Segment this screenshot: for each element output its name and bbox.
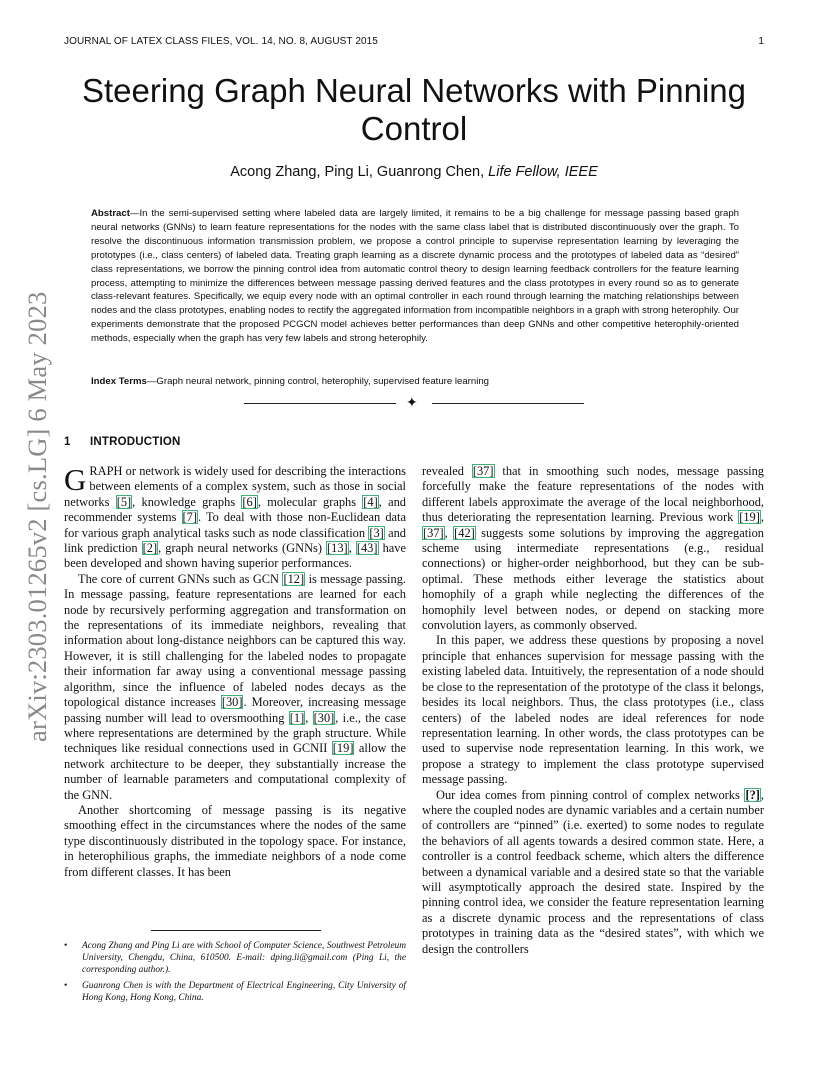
text-run: . Moreover, increasing message passing number will lead to oversmoothing: [64, 695, 406, 725]
index-terms-text: —Graph neural network, pinning control, heterophily, supervised feature learning: [146, 376, 490, 387]
citation-link[interactable]: [7]: [182, 510, 197, 525]
footnote-list: [64, 940, 406, 1004]
page-number: 1: [758, 36, 764, 47]
section-number: 1: [64, 436, 71, 448]
citation-link[interactable]: [13]: [327, 541, 348, 556]
right-column: [422, 464, 764, 957]
left-column: [64, 464, 406, 880]
paragraph: [64, 464, 406, 572]
citation-link[interactable]: [12]: [283, 571, 305, 586]
divider-line-right: [432, 403, 584, 404]
journal-line: JOURNAL OF LATEX CLASS FILES, VOL. 14, NO. 8, AUGUST 2015: [64, 36, 378, 47]
section-title: INTRODUCTION: [90, 436, 181, 448]
text-run: is message passing. In message passing, feature representations are learned for each node by recursively performing aggregation and transformation on the representations of its immediate neighbors, revealing that information about long-distance neighbors can be captured this way. However, it is still challenging for the labeled nodes to propagate their information far away using a conventional message passing algorithm, since the influence of labeled nodes decays as the topological distance increases: [64, 571, 406, 710]
text-run: Another shortcoming of message passing is its negative smoothing effect in the circumstances where the nodes of the same type discontinuously distributed in the topology space. For instance, in heterophilious graphs, the immediate neighbors of a node come from different classes. It has been: [64, 802, 406, 879]
index-terms: [91, 375, 739, 389]
arxiv-watermark: arXiv:2303.01265v2 [cs.LG] 6 May 2023: [22, 291, 52, 742]
citation-link[interactable]: [19]: [739, 510, 760, 525]
paragraph: [64, 803, 406, 880]
abstract-label: Abstract: [91, 208, 130, 219]
small-caps-word: RAPH: [89, 464, 123, 478]
divider-line-left: [244, 403, 396, 404]
text-run: , knowledge graphs: [132, 494, 242, 509]
citation-link[interactable]: [5]: [116, 494, 132, 509]
citation-link[interactable]: [42]: [454, 525, 475, 540]
text-run: have been developed and shown having superior performances.: [64, 541, 406, 571]
text-run: that in smoothing such nodes, message passing forcefully make the feature representations of the nodes with different labels approximate the average of the local neighborhood, thus deteriorating the representation learning. Previous work: [422, 464, 765, 525]
text-run: , i.e., the case where representations are determined by the graph structure. While techniques like residual connections used in GCNII: [64, 710, 406, 756]
footnote-rule: [151, 930, 321, 931]
citation-link[interactable]: [30]: [221, 695, 243, 710]
author-line: [64, 164, 764, 180]
text-run: suggests some solutions by improving the aggregation scheme using intermediate representations (e.g., residual connections) or higher-order neighborhood, but they can be sub-optimal. These methods either leverage the statistics about homophily of a graph while neglecting the differences of the homophily level between nodes, or depend on stacking more convolution layers, as commonly observed.: [422, 525, 764, 633]
citation-link[interactable]: [3]: [369, 525, 384, 540]
author-names: Acong Zhang, Ping Li, Guanrong Chen,: [230, 164, 485, 180]
text-run: . To deal with those non-Euclidean data for various graph analytical tasks such as node classification: [64, 510, 406, 540]
citation-link[interactable]: [6]: [242, 494, 257, 509]
abstract: [91, 207, 739, 346]
text-run: , and recommender systems: [64, 494, 406, 525]
text-run: or network is widely used for describing the interactions between elements of a complex system, such as those in social networks: [64, 464, 406, 509]
footnote-item: • Acong Zhang and Ping Li are with School of Computer Science, Southwest Petroleum University, Chengdu, China, 610500. E-mail: dping.li@gmail.com (Ping Li, the corresponding author.).: [82, 940, 406, 976]
citation-link[interactable]: [37]: [423, 525, 444, 540]
citation-link[interactable]: [2]: [142, 541, 158, 556]
paragraph: [422, 633, 764, 787]
index-terms-label: Index Terms: [91, 376, 147, 387]
drop-cap: G: [64, 462, 87, 497]
text-run: ,: [348, 541, 356, 556]
paragraph: [64, 572, 406, 803]
divider-star-icon: ✦: [406, 395, 418, 411]
text-run: , molecular graphs: [257, 494, 363, 509]
citation-link[interactable]: [37]: [472, 464, 494, 478]
paper-title: Steering Graph Neural Networks with Pinning Control: [82, 72, 746, 147]
citation-link[interactable]: [19]: [332, 741, 354, 756]
text-run: The core of current GNNs such as GCN: [78, 571, 283, 586]
text-run: In this paper, we address these questions by proposing a novel principle that enhances supervision for message passing with the existing labeled data. Intuitively, the representation of a node should be close to the representation of the prototype of the class it belongs, besides its local neighbors. Thus, the class prototypes (i.e., class centers) of the labeled nodes are ideal references for node representation learning. In other words, the class prototypes can be used to supervise node representation learning. In this work, we propose a strategy to implement the class prototype supervised message passing.: [422, 633, 764, 787]
text-run: , where the coupled nodes are dynamic variables and a certain number of controllers are “pinned” (i.e. exerted) to some nodes to regulate the behaviors of all agents towards a desired common state. Here, a controller is a control feedback scheme, which alters the difference between a dynamical variable and a desired state so that the variable will asymptotically approach the desired state. Inspired by the pinning control idea, we consider the feature representation learning as a discrete dynamic process and the representations of class prototypes in training data as the “desired states”, with which we design the controllers: [422, 787, 764, 956]
abstract-text: —In the semi-supervised setting where labeled data are largely limited, it remains to be a big challenge for message passing based graph neural networks (GNNs) to learn feature representations for the nodes with the same class label that is distributed discontinuously over the graph. To resolve the discontinuous information transmission problem, we propose a control principle to supervise representation learning by leveraging the prototypes (i.e., class centers) of labeled data. Treating graph learning as a discrete dynamic process and the prototypes of labeled data as “desired” class representations, we borrow the pinning control idea from automatic control theory to design learning feedback controllers for the feature learning process, attempting to minimize the differences between message passing derived features and the class prototypes in every round so as to generate class-relevant features. Specifically, we equip every node with an optimal controller in each round through learning the matching relationships between nodes and the class prototypes, enabling nodes to rectify the aggregated information from incompatible neighbors in a graph with strong heterophily. Our experiments demonstrate that the proposed PCGCN model achieves better performances than deep GNNs and other competitive heterophily-oriented methods, especially when the graph has very few labels and strong heterophily.: [91, 208, 739, 345]
text-run: allow the network architecture to be deeper, they substantially increase the number of learnable parameters and computational complexity of the GNN.: [64, 741, 406, 802]
paragraph: [422, 464, 764, 633]
text-run: revealed: [422, 464, 472, 478]
footnote-item: • Guanrong Chen is with the Department of Electrical Engineering, City University of Hong Kong, Hong Kong, China.: [82, 980, 406, 1004]
citation-link[interactable]: [43]: [356, 541, 378, 556]
citation-link[interactable]: [?]: [745, 787, 760, 802]
text-run: Our idea comes from pinning control of complex networks: [436, 787, 745, 802]
citation-link[interactable]: [4]: [363, 494, 378, 509]
text-run: ,: [760, 510, 764, 525]
footnotes: [64, 940, 406, 1008]
section-heading: [64, 436, 181, 448]
text-run: ,: [305, 710, 313, 725]
section-divider: [244, 395, 584, 411]
text-run: and link prediction: [64, 525, 406, 556]
text-run: , graph neural networks (GNNs): [158, 541, 327, 556]
text-run: ,: [444, 525, 454, 540]
citation-link[interactable]: [30]: [313, 710, 335, 725]
author-suffix: Life Fellow, IEEE: [488, 164, 598, 180]
paragraph: [422, 788, 764, 957]
citation-link[interactable]: [1]: [289, 710, 305, 725]
